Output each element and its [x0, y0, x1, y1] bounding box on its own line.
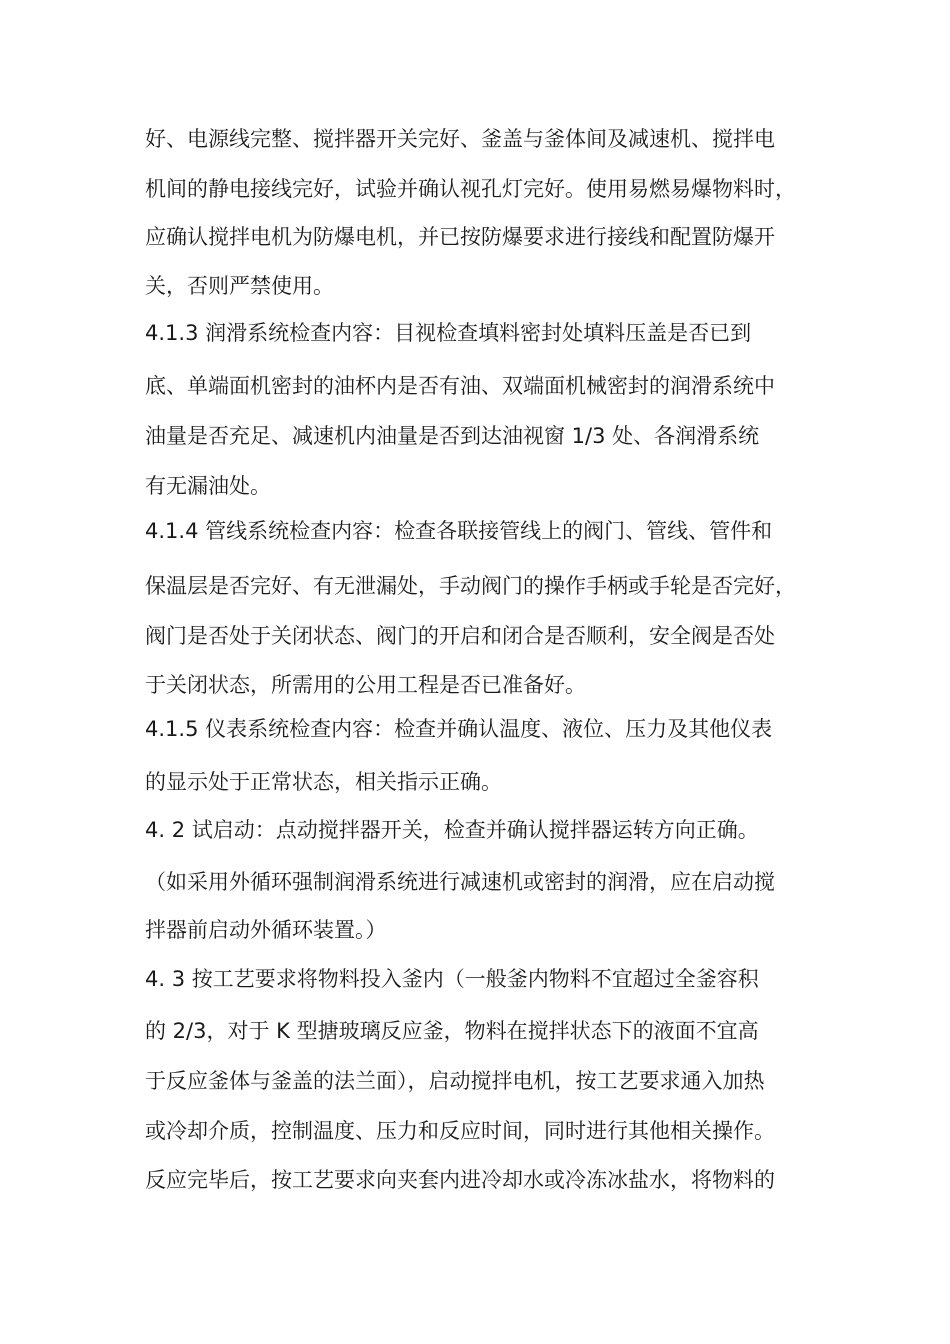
text-line: 油量是否充足、减速机内油量是否到达油视窗 1/3 处、各润滑系统: [145, 424, 760, 448]
text-line: 阀门是否处于关闭状态、阀门的开启和闭合是否顺利，安全阀是否处: [145, 624, 775, 648]
text-line: 保温层是否完好、有无泄漏处，手动阀门的操作手柄或手轮是否完好，: [145, 574, 796, 598]
text-line: （如采用外循环强制润滑系统进行减速机或密封的润滑，应在启动搅: [145, 870, 775, 894]
section-heading-4-1-3: 4.1.3 润滑系统检查内容：目视检查填料密封处填料压盖是否已到: [145, 321, 752, 345]
text-line: 拌器前启动外循环装置。）: [145, 918, 387, 942]
text-line: 机间的静电接线完好，试验并确认视孔灯完好。使用易燃易爆物料时，: [145, 177, 796, 201]
section-heading-4-1-4: 4.1.4 管线系统检查内容：检查各联接管线上的阀门、管线、管件和: [145, 519, 773, 543]
section-heading-4-3: 4. 3 按工艺要求将物料投入釜内（一般釜内物料不宜超过全釜容积: [145, 967, 759, 991]
text-line: 或冷却介质，控制温度、压力和反应时间，同时进行其他相关操作。: [145, 1119, 775, 1143]
text-line: 有无漏油处。: [145, 474, 271, 498]
text-line: 反应完毕后，按工艺要求向夹套内进冷却水或冷冻冰盐水，将物料的: [145, 1168, 775, 1192]
text-line: 的 2/3，对于 K 型搪玻璃反应釜，物料在搅拌状态下的液面不宜高: [145, 1019, 759, 1043]
text-line: 底、单端面机密封的油杯内是否有油、双端面机械密封的润滑系统中: [145, 374, 775, 398]
section-heading-4-1-5: 4.1.5 仪表系统检查内容：检查并确认温度、液位、压力及其他仪表: [145, 717, 773, 741]
text-line: 于关闭状态，所需用的公用工程是否已准备好。: [145, 673, 586, 697]
text-line: 应确认搅拌电机为防爆电机，并已按防爆要求进行接线和配置防爆开: [145, 225, 775, 249]
section-heading-4-2: 4. 2 试启动：点动搅拌器开关，检查并确认搅拌器运转方向正确。: [145, 818, 759, 842]
text-line: 于反应釜体与釜盖的法兰面），启动搅拌电机，按工艺要求通入加热: [145, 1069, 765, 1093]
text-line: 的显示处于正常状态，相关指示正确。: [145, 770, 502, 794]
text-line: 关，否则严禁使用。: [145, 274, 334, 298]
text-line: 好、电源线完整、搅拌器开关完好、釜盖与釜体间及减速机、搅拌电: [145, 127, 775, 151]
